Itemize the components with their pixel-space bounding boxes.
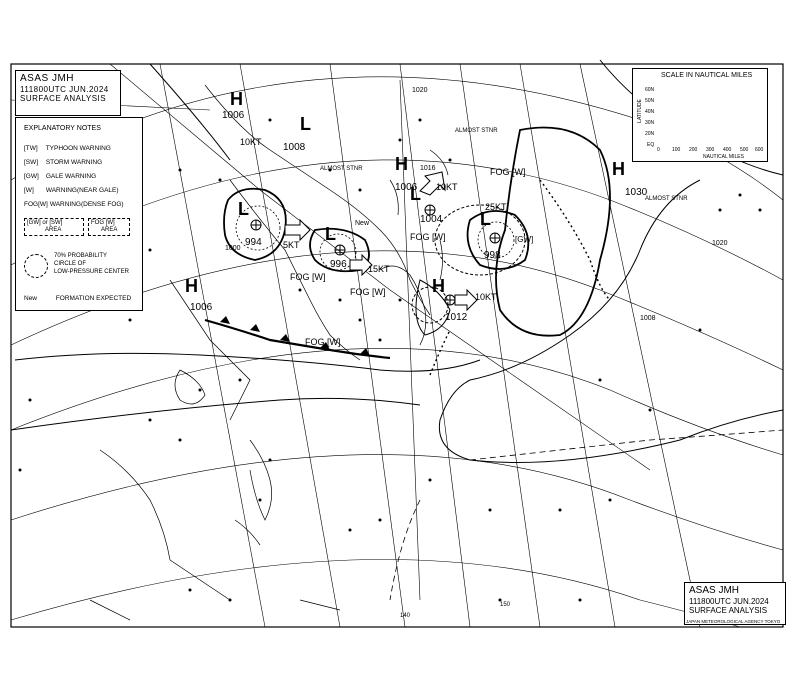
legend-code: [TW] — [24, 145, 38, 152]
legend-code: [GW] — [24, 173, 39, 180]
legend-text: STORM WARNING — [45, 159, 103, 166]
legend-item — [24, 200, 124, 209]
legend-area-fog — [88, 218, 130, 236]
nm-400: 400 — [723, 147, 732, 153]
pressure-1012: 1012 — [445, 312, 468, 323]
legend-item — [24, 144, 111, 153]
front-symbols — [220, 316, 370, 356]
legend-text: GALE WARNING — [45, 173, 97, 180]
title-bottom-line1: ASAS JMH — [689, 585, 740, 596]
legend-text: WARNING(DENSE FOG) — [49, 201, 124, 208]
new-text: FORMATION EXPECTED — [55, 295, 132, 302]
area-sw: [SW] — [49, 220, 63, 226]
legend-probability — [54, 252, 129, 276]
legend-box — [15, 117, 143, 311]
nm-100: 100 — [672, 147, 681, 153]
title-bottom-line2: 111800UTC JUN.2024 — [689, 597, 769, 606]
new-label: New — [355, 220, 370, 227]
isobar-label-1008: 1008 — [640, 315, 656, 322]
lat-40n: 40N — [645, 109, 655, 115]
label-L-1008: L — [300, 114, 311, 134]
isobar-label-1016: 1016 — [420, 165, 436, 172]
area-fog: FOG [W] — [91, 220, 115, 226]
lat-20n: 20N — [645, 131, 655, 137]
pressure-1006: 1006 — [190, 302, 213, 313]
title-bottom-line3: SURFACE ANALYSIS — [689, 606, 768, 615]
isobar-label-1000: 1000 — [225, 245, 241, 252]
prob-line1: 70% PROBABILITY — [54, 253, 108, 259]
speed-25kt: 25KT — [485, 202, 507, 212]
nm-0: 0 — [657, 147, 660, 153]
title-top-line1: ASAS JMH — [20, 73, 75, 84]
legend-code: [W] — [24, 187, 34, 194]
legend-text: WARNING(NEAR GALE) — [45, 187, 119, 194]
lat-60n: 60N — [645, 87, 655, 93]
label-H-1006: H — [185, 276, 198, 296]
fog-warning-4: FOG [W] — [305, 337, 341, 347]
pressure-998: 998 — [484, 250, 501, 261]
scale-lat-axis: LATITUDE — [637, 99, 643, 123]
legend-code: [SW] — [24, 159, 39, 166]
area-or: or — [42, 220, 48, 226]
fog-warning-5: FOG [W] — [290, 272, 326, 282]
nm-200: 200 — [689, 147, 698, 153]
legend-area-gw-sw — [24, 218, 84, 236]
pressure-996: 996 — [330, 259, 347, 270]
area-gw: [GW] — [27, 220, 41, 226]
label-L-998: L — [480, 209, 491, 229]
legend-text: TYPHOON WARNING — [45, 145, 111, 152]
label-H-1012: H — [432, 276, 445, 296]
label-L-994: L — [238, 199, 249, 219]
title-box-top — [15, 70, 121, 116]
isobar-label-1020-b: 1020 — [712, 240, 728, 247]
scale-box — [632, 68, 768, 162]
pressure-1004: 1004 — [420, 214, 443, 225]
almost-stnr-1: ALMOST STNR — [320, 166, 363, 172]
legend-header: EXPLANATORY NOTES — [24, 125, 101, 132]
fog-warning-3: FOG [W] — [350, 287, 386, 297]
almost-stnr-3: ALMOST STNR — [645, 196, 688, 202]
pressure-1006-b: 1006 — [222, 110, 245, 121]
legend-code: FOG[W] — [24, 201, 48, 208]
prob-line3: LOW-PRESSURE CENTER — [54, 269, 129, 275]
pressure-1030: 1030 — [625, 187, 648, 198]
label-H-1006-c: H — [395, 154, 408, 174]
probability-circle-symbol — [24, 254, 48, 278]
legend-new — [24, 294, 131, 303]
scale-title: SCALE IN NAUTICAL MILES — [661, 72, 753, 79]
isobar-label-1020: 1020 — [412, 87, 428, 94]
label-H-1006-b: H — [230, 89, 243, 109]
nm-300: 300 — [706, 147, 715, 153]
speed-10kt-1: 10KT — [240, 137, 262, 147]
almost-stnr-2: ALMOST STNR — [455, 128, 498, 134]
speed-10kt-3: 10KT — [475, 292, 497, 302]
lat-30n: 30N — [645, 120, 655, 126]
speed-5kt: 5KT — [283, 240, 300, 250]
probability-circles — [236, 206, 514, 270]
area-word: AREA — [45, 227, 62, 233]
gale-warning: [GW] — [515, 235, 534, 244]
new-label: New — [24, 295, 38, 302]
nm-label: NAUTICAL MILES — [703, 154, 744, 160]
area-fog-word: AREA — [101, 227, 118, 233]
legend-item — [24, 158, 102, 167]
prob-line2: CIRCLE OF — [54, 261, 87, 267]
nm-500: 500 — [740, 147, 749, 153]
longitude-150: 150 — [500, 602, 511, 608]
dotted-fronts — [430, 180, 610, 375]
legend-item — [24, 172, 96, 181]
legend-item — [24, 186, 119, 195]
longitude-140: 140 — [400, 613, 411, 619]
fog-warning-2: FOG [W] — [410, 232, 446, 242]
pressure-1006-c: 1006 — [395, 182, 418, 193]
nm-600: 600 — [755, 147, 764, 153]
speed-15kt: 15KT — [368, 264, 390, 274]
pressure-994: 994 — [245, 237, 262, 248]
label-H-1030: H — [612, 159, 625, 179]
speed-10kt-2: 10KT — [436, 182, 458, 192]
lat-50n: 50N — [645, 98, 655, 104]
lat-eq: EQ — [647, 142, 655, 148]
pressure-1008: 1008 — [283, 142, 306, 153]
title-top-line3: SURFACE ANALYSIS — [20, 94, 107, 103]
title-top-line2: 111800UTC JUN.2024 — [20, 85, 109, 94]
label-L-996: L — [325, 224, 336, 244]
label-L-1004: L — [410, 184, 421, 204]
fog-warning-1: FOG [W] — [490, 167, 526, 177]
agency-credit: JAPAN METEOROLOGICAL AGENCY TOKYO — [686, 619, 781, 624]
